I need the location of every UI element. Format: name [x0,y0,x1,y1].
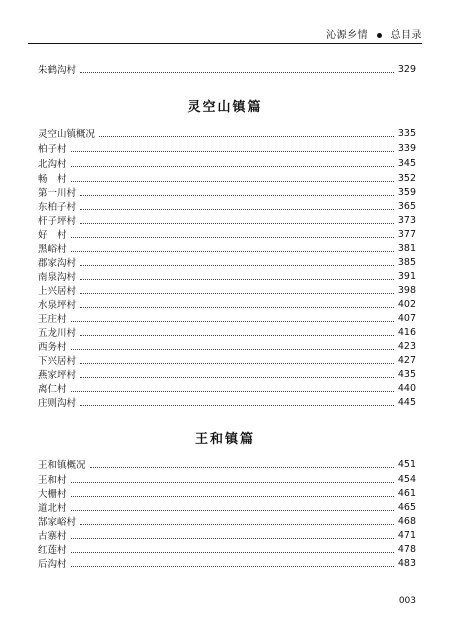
dot-leader [71,151,394,152]
toc-entry[interactable]: 道北村 465 [38,501,416,514]
toc-entry[interactable]: 五龙川村 416 [38,326,416,339]
dot-leader [71,181,394,182]
dot-leader [80,524,394,525]
dot-leader [80,209,394,210]
toc-entry[interactable]: 黑峪村 381 [38,242,416,255]
dot-leader [71,538,394,539]
dot-leader [71,391,394,392]
toc-entry[interactable]: 郡家沟村 385 [38,256,416,269]
toc-entry[interactable]: 柏子村 339 [38,142,416,155]
dot-leader [71,166,394,167]
toc-entry[interactable]: 杆子坪村 373 [38,214,416,227]
dot-leader [71,321,394,322]
page-number: 003 [398,596,416,606]
toc-entry[interactable]: 灵空山镇概况 335 [38,127,416,140]
dot-leader [99,136,394,137]
section-title: 王和镇篇 [194,432,255,447]
dot-leader [80,405,394,406]
dot-leader [80,223,394,224]
toc-entry[interactable]: 古寨村 471 [38,529,416,542]
dot-leader [80,265,394,266]
dot-leader [71,349,394,350]
toc-entry[interactable]: 第一川村 359 [38,186,416,199]
dot-leader [80,72,394,73]
toc-entry[interactable]: 朱鹤沟村 329 [38,63,416,76]
dot-leader [90,467,394,468]
toc-entry[interactable]: 郜家峪村 468 [38,515,416,528]
toc-entry[interactable]: 大栅村 461 [38,487,416,500]
section-title: 灵空山镇篇 [187,100,263,115]
toc-entry[interactable]: 庄则沟村 445 [38,396,416,409]
dot-leader [80,307,394,308]
dot-leader [71,566,394,567]
dot-leader [71,552,394,553]
dot-leader [80,293,394,294]
toc-entry[interactable]: 北沟村 345 [38,157,416,170]
toc-entry[interactable]: 王和镇概况 451 [38,458,416,471]
dot-leader [71,496,394,497]
toc-entry[interactable]: 水泉坪村 402 [38,298,416,311]
bullet-dot-icon [377,33,382,38]
toc-entry[interactable]: 红莲村 478 [38,543,416,556]
toc-entry[interactable]: 下兴居村 427 [38,354,416,367]
header-divider [28,43,422,44]
dot-leader [71,482,394,483]
toc-entry[interactable]: 离仁村 440 [38,382,416,395]
toc-entry[interactable]: 东柏子村 365 [38,200,416,213]
toc-entry[interactable]: 好 村 377 [38,228,416,241]
toc-entry[interactable]: 畅 村 352 [38,172,416,185]
dot-leader [80,279,394,280]
dot-leader [80,377,394,378]
dot-leader [71,510,394,511]
running-header [326,26,422,41]
dot-leader [80,363,394,364]
toc-entry[interactable]: 上兴居村 398 [38,284,416,297]
toc-entry[interactable]: 后沟村 483 [38,557,416,570]
toc-entry[interactable]: 燕家坪村 435 [38,368,416,381]
toc-entry[interactable]: 南泉沟村 391 [38,270,416,283]
dot-leader [80,335,394,336]
dot-leader [80,195,394,196]
header-section: 总目录 [390,30,422,41]
toc-entry[interactable]: 王和村 454 [38,473,416,486]
dot-leader [71,251,394,252]
toc-entry[interactable]: 西务村 423 [38,340,416,353]
dot-leader [71,237,394,238]
book-title: 沁源乡情 [326,30,369,41]
toc-entry[interactable]: 王庄村 407 [38,312,416,325]
